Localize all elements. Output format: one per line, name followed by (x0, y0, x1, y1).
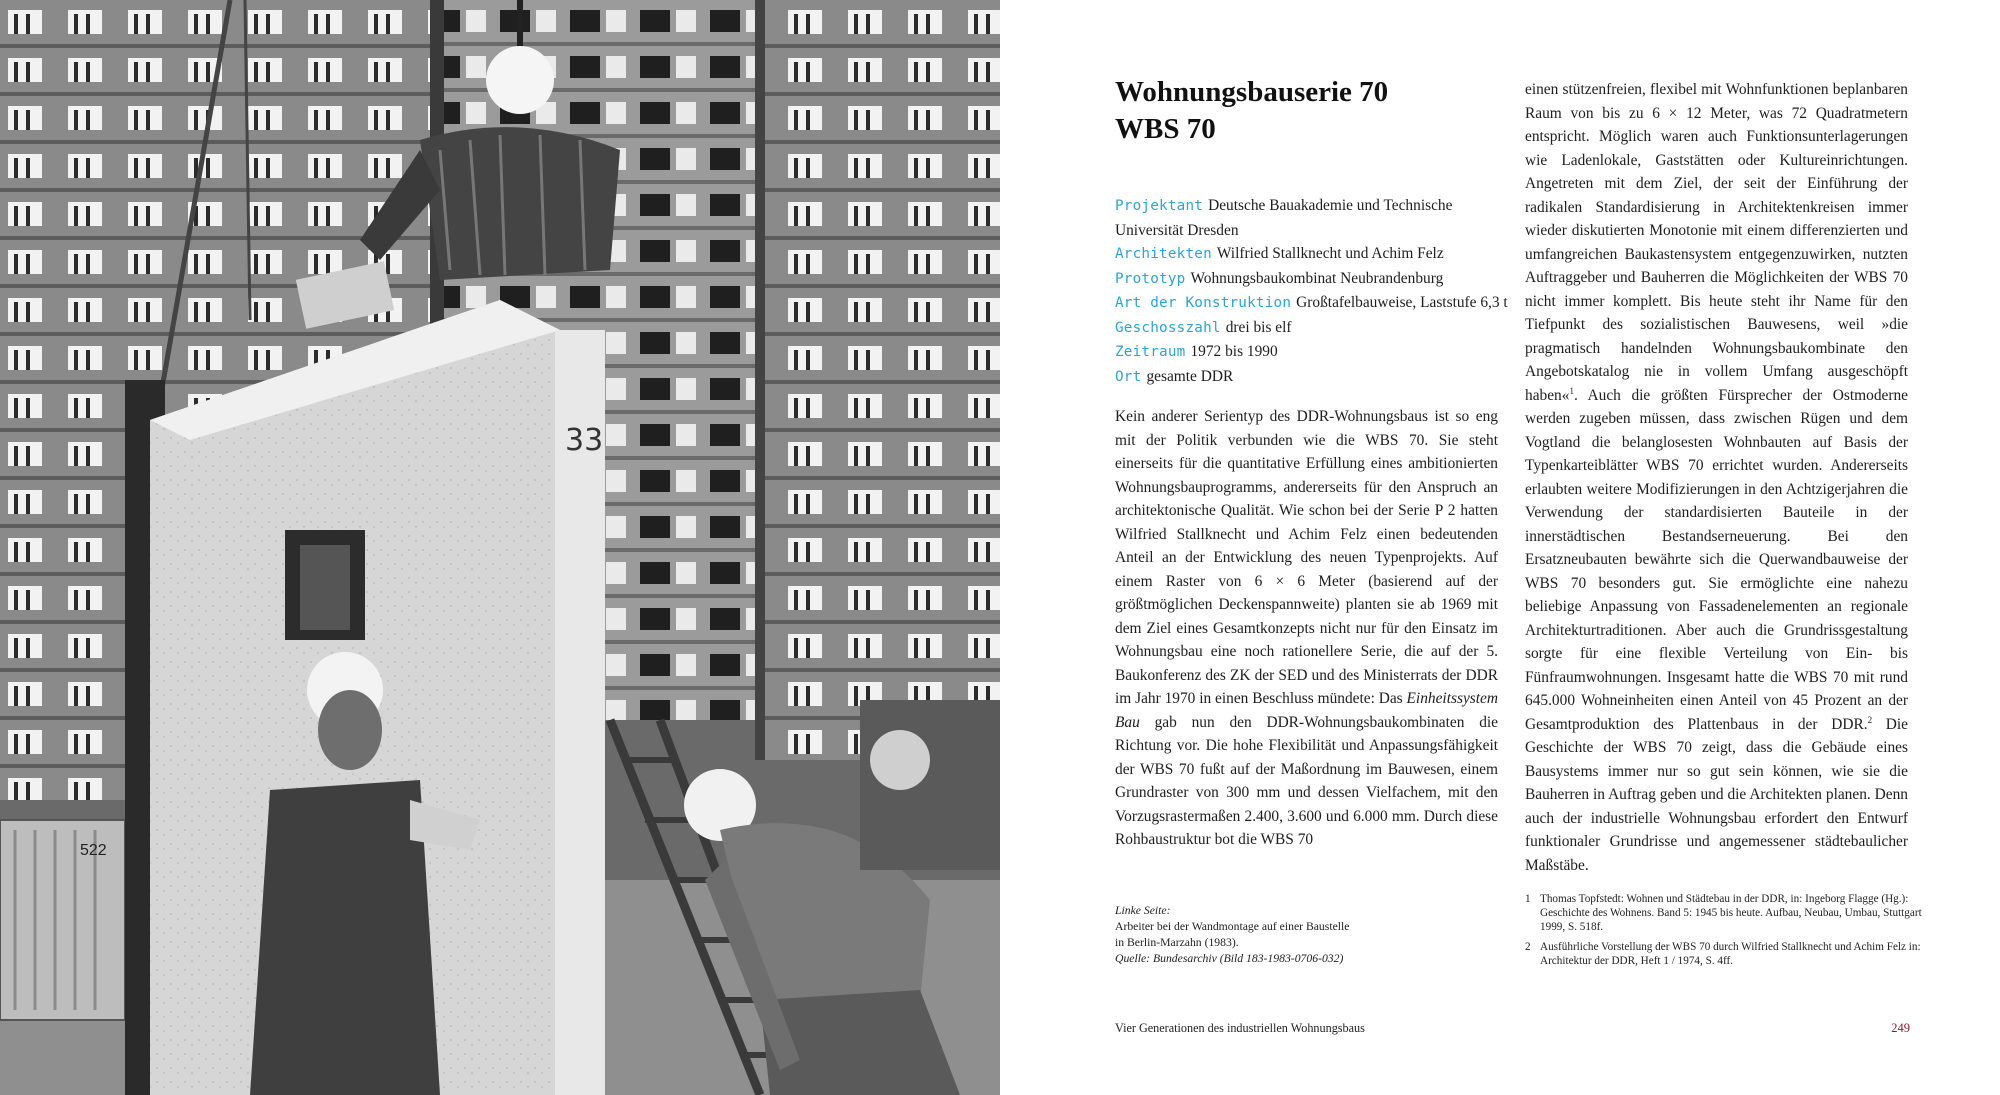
fact-value: Wilfried Stallknecht und Achim Felz (1216, 245, 1444, 262)
fact-label: Architekten (1115, 246, 1212, 262)
fact-row (1115, 365, 1515, 390)
fact-value: Deutsche Bauakademie und Technische (1208, 197, 1453, 214)
caption-heading: Linke Seite: (1115, 904, 1171, 917)
fact-row (1115, 267, 1515, 292)
footnote-ref[interactable]: 1 (1569, 385, 1574, 396)
page-title (1115, 74, 1495, 148)
footnote (1525, 940, 1925, 968)
body-text: Die Geschichte der WBS 70 zeigt, dass die Gebäude eines Bausystems immer nur so gut sein können, wie sie die Bauherren in Auftrag geben und die Architekten planen. Denn auch der industrielle Wohnungsbau erfordert den Entwurf funktionaler Grundrisse und angemessener städtebaulicher Maßstäbe. (1525, 715, 1908, 874)
fact-row (1115, 194, 1515, 219)
fact-label: Projektant (1115, 198, 1204, 214)
footnote-text: Ausführliche Vorstellung der WBS 70 durch Wilfried Stallknecht und Achim Felz in: Architektur der DDR, Heft 1 / 1974, S. 4ff. (1540, 941, 1921, 967)
footnote-text: Thomas Topfstedt: Wohnen und Städtebau in der DDR, in: Ingeborg Flagge (Hg.): Geschichte des Wohnens. Band 5: 1945 bis heute. Aufbau, Neubau, Umbau, Stuttgart 1999, S. 518f. (1540, 893, 1922, 933)
caption-line: in Berlin-Marzahn (1983). (1115, 936, 1239, 949)
title-line-2: WBS 70 (1115, 113, 1216, 145)
fact-row (1115, 340, 1515, 365)
body-text: einen stützenfreien, flexibel mit Wohnfunktionen beplanbaren Raum von bis zu 6 × 12 Meter, was 72 Quadratmetern entspricht. Möglich waren auch Funktionsunterlagerungen wie Ladenlokale, Gaststätten oder Kultureinrichtungen. Angetreten mit dem Ziel, der seit der Einführung der radikalen Standardisierung in Architektenkreisen immer wieder diskutierten Monotonie mit einem differenzierten und umfangreichen Baukastensystem entgegenzuwirken, nutzten Auftraggeber und Bauherren die Möglichkeiten der WBS 70 nicht immer komplett. Bis heute steht ihr Name für den Tiefpunkt des sozialistischen Bauwesens, weil »die pragmatisch handelnden Wohnungsbaukombinate den Angebotskatalog nie in vollem Umfang ausgeschöpft haben« (1525, 81, 1908, 404)
footnote-ref[interactable]: 2 (1867, 714, 1873, 725)
running-title: Vier Generationen des industriellen Wohnungsbaus (1115, 1021, 1365, 1035)
footnotes (1525, 892, 1925, 974)
body-column-1 (1115, 405, 1498, 852)
caption-line: Arbeiter bei der Wandmontage auf einer Baustelle (1115, 920, 1350, 933)
facts-list (1115, 194, 1515, 389)
footnote (1525, 892, 1925, 934)
container-sign: 522 (80, 842, 107, 859)
fact-value: drei bis elf (1225, 318, 1292, 336)
body-text: gab nun den DDR-Wohnungsbaukombinaten die Richtung vor. Die hohe Flexibilität und Anpassungsfähigkeit der WBS 70 fußt auf der Maßordnung im Bauwesen, einem Grundraster von 300 mm und dessen Vielfachem, mit den Vorzugsrastermaßen 2.400, 3.600 und 6.000 mm. Durch diese Rohbaustruktur bot die WBS 70 (1115, 713, 1498, 848)
body-paragraph (1115, 405, 1498, 852)
body-paragraph (1525, 78, 1908, 877)
fact-label: Prototyp (1115, 270, 1186, 287)
body-column-2 (1525, 78, 1908, 877)
fact-label: Zeitraum (1115, 344, 1186, 360)
footnote-number: 1 (1525, 893, 1531, 905)
fact-value: gesamte DDR (1146, 367, 1234, 385)
fact-label: Ort (1115, 368, 1142, 385)
body-text: Kein anderer Serientyp des DDR-Wohnungsbaus ist so eng mit der Politik verbunden wie die WBS 70. Sie steht einerseits für die quantitative Erfüllung eines ambitionierten Wohnungsbauprogramms, andererseits für den Anspruch an architektonische Qualität. Wie schon bei der Serie P 2 hatten Wilfried Stallknecht und Achim Felz einen bedeutenden Anteil an der Entwicklung des neuen Typenprojekts. Auf einem Raster von 6 × 6 Meter (basierend auf der größtmöglichen Deckenspannweite) planten sie ab 1969 mit dem Ziel eines Gesamtkonzepts nicht nur für den Einsatz im Wohnungsbau eine noch rationellere Serie, die auf der 5. Baukonferenz des ZK der SED und des Ministerrats der DDR im Jahr 1970 in einen Beschluss mündete: Das (1115, 408, 1498, 707)
photo-caption (1115, 903, 1445, 967)
fact-value: Universität Dresden (1115, 221, 1239, 239)
page-number: 249 (1891, 1021, 1910, 1035)
body-emphasis: Einheitssystem Bau (1115, 690, 1499, 731)
fact-label: Geschosszahl (1115, 319, 1221, 336)
footnote-number: 2 (1525, 941, 1531, 953)
caption-source: Quelle: Bundesarchiv (Bild 183-1983-0706-032) (1115, 952, 1344, 965)
panel-marks: 33 (565, 423, 604, 458)
fact-value: Wohnungsbaukombinat Neubrandenburg (1190, 269, 1444, 287)
body-text: . Auch die größten Fürsprecher der Ostmoderne werden zugeben müssen, dass zwischen Rügen und dem Vogtland die belanglosesten Wohnbauten auf Basis der Typenkarteiblätter WBS 70 errichtet wurden. Andererseits erlaubten weitere Modifizierungen in den Achtzigerjahren die Verwendung der standardisierten Bauteile in der innerstädtischen Bestandserneuerung. Bei den Ersatzneubauten bewährte sich die Querwandbauweise der WBS 70 besonders gut. Sie ermöglichte eine nahezu beliebige Anpassung von Fassadenelementen an regionale Architekturtraditionen. Aber auch die Grundrissgestaltung sorgte für eine flexible Verteilung von Ein- bis Fünfraumwohnungen. Insgesamt hatte die WBS 70 mit rund 645.000 Wohneinheiten einen Anteil von 45 Prozent an der Gesamtproduktion des Plattenbaus in der DDR. (1525, 386, 1908, 733)
fact-label: Art der Konstruktion (1115, 295, 1292, 311)
fact-value: 1972 bis 1990 (1190, 343, 1278, 360)
fact-row (1115, 291, 1515, 316)
fact-row (1115, 242, 1515, 267)
fact-row (1115, 219, 1515, 243)
title-line-1: Wohnungsbauserie 70 (1115, 76, 1389, 108)
fact-row (1115, 316, 1515, 341)
fact-value: Großtafelbauweise, Laststufe 6,3 t (1296, 294, 1508, 311)
